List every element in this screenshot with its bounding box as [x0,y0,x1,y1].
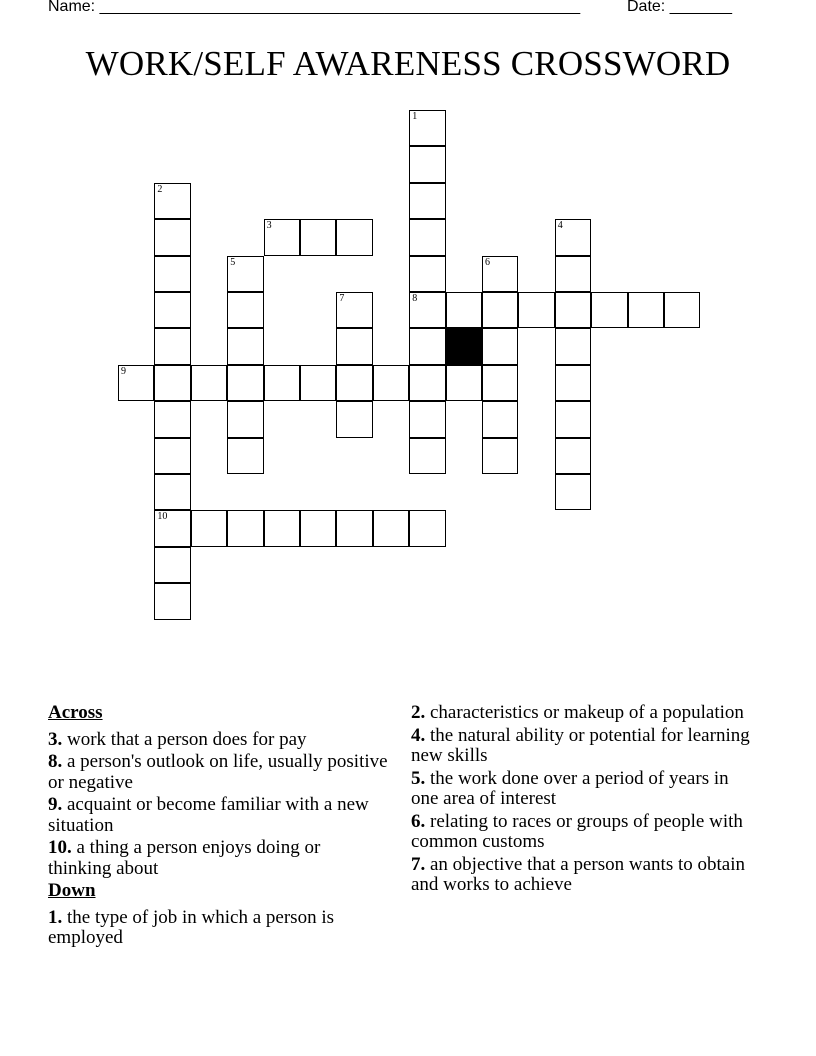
crossword-cell[interactable] [154,183,190,219]
clue-text: a person's outlook on life, usually positive or negative [48,751,388,793]
crossword-cell[interactable] [409,256,445,292]
clue-text: an objective that a person wants to obtain and works to achieve [411,853,745,895]
across-heading: Across [48,702,103,723]
clue-number: 5. [411,767,426,789]
crossword-cell[interactable] [482,365,518,401]
clue-text: the type of job in which a person is employed [48,906,335,948]
crossword-cell[interactable] [154,401,190,437]
crossword-cell[interactable] [409,365,445,401]
clue-number: 10. [48,837,72,858]
down-heading: Down [48,880,96,901]
crossword-cell[interactable] [264,365,300,401]
crossword-cell[interactable] [300,510,336,546]
across-clue-9 [48,795,388,836]
crossword-cell[interactable] [336,510,372,546]
crossword-cell[interactable] [409,219,445,255]
black-cell [446,328,482,364]
crossword-cell[interactable] [446,365,482,401]
crossword-cell[interactable] [336,401,372,437]
crossword-cell[interactable] [300,365,336,401]
crossword-cell[interactable] [628,292,664,328]
clues-left-column [48,703,388,951]
crossword-cell[interactable] [336,219,372,255]
crossword-cell[interactable] [409,110,445,146]
crossword-cell[interactable] [154,510,190,546]
crossword-cell[interactable] [154,547,190,583]
crossword-cell[interactable] [409,438,445,474]
clue-number: 3. [48,728,63,750]
down-clue-5 [411,769,756,810]
crossword-cell[interactable] [227,510,263,546]
crossword-cell[interactable] [227,401,263,437]
crossword-cell[interactable] [336,328,372,364]
clue-number-label: 2 [157,183,163,195]
crossword-cell[interactable] [264,510,300,546]
crossword-cell[interactable] [264,219,300,255]
crossword-cell[interactable] [555,328,591,364]
clue-number-label: 5 [230,256,236,268]
clue-text: relating to races or groups of people with common customs [411,810,743,852]
clue-number-label: 7 [339,293,345,304]
clue-number-label: 4 [557,220,563,232]
crossword-cell[interactable] [409,510,445,546]
clue-number: 9. [48,794,63,815]
crossword-cell[interactable] [409,401,445,437]
crossword-cell[interactable] [154,219,190,255]
crossword-cell[interactable] [373,365,409,401]
clue-number-label: 10 [157,511,168,523]
crossword-cell[interactable] [555,474,591,510]
crossword-cell[interactable] [555,219,591,255]
name-field-label[interactable]: Name: ______________________________________________________ [48,0,581,15]
clue-number: 1. [48,906,63,928]
crossword-cell[interactable] [482,292,518,328]
clue-text: the work done over a period of years in one area of interest [411,767,729,809]
crossword-cell[interactable] [227,438,263,474]
clue-number-label: 6 [485,256,490,268]
clue-text: a thing a person enjoys doing or thinking about [48,837,321,879]
clue-text: acquaint or become familiar with a new situation [48,794,369,836]
clues-right-column [411,703,756,898]
crossword-cell[interactable] [154,292,190,328]
crossword-cell[interactable] [118,365,154,401]
page-title: WORK/SELF AWARENESS CROSSWORD [85,44,731,83]
down-clue-1 [48,908,388,949]
crossword-cell[interactable] [555,401,591,437]
clue-text: work that a person does for pay [67,728,307,750]
crossword-cell[interactable] [154,438,190,474]
crossword-cell[interactable] [154,328,190,364]
clue-number-label: 3 [266,220,272,232]
clue-text: characteristics or makeup of a population [430,702,744,723]
crossword-cell[interactable] [300,219,336,255]
crossword-cell[interactable] [482,438,518,474]
clue-number: 8. [48,751,63,772]
crossword-cell[interactable] [664,292,700,328]
crossword-cell[interactable] [227,256,263,292]
across-clue-10 [48,838,388,879]
down-clue-2 [411,703,756,724]
clue-number-label: 1 [412,111,418,122]
crossword-cell[interactable] [409,183,445,219]
crossword-cell[interactable] [518,292,554,328]
crossword-cell[interactable] [555,292,591,328]
crossword-cell[interactable] [373,510,409,546]
crossword-cell[interactable] [591,292,627,328]
crossword-cell[interactable] [446,292,482,328]
crossword-cell[interactable] [409,328,445,364]
clue-number: 2. [411,702,426,723]
crossword-cell[interactable] [227,328,263,364]
crossword-cell[interactable] [482,256,518,292]
down-clue-4 [411,726,756,767]
crossword-cell[interactable] [555,365,591,401]
crossword-cell[interactable] [555,438,591,474]
crossword-cell[interactable] [336,365,372,401]
clue-text: the natural ability or potential for learning new skills [411,724,750,766]
down-clue-6 [411,812,756,853]
crossword-cell[interactable] [191,365,227,401]
across-clue-8 [48,752,388,793]
crossword-cell[interactable] [336,292,372,328]
crossword-cell[interactable] [482,401,518,437]
crossword-cell[interactable] [555,256,591,292]
down-clue-7 [411,855,756,896]
across-clue-3 [48,730,388,751]
clue-number: 4. [411,724,426,746]
crossword-cell[interactable] [154,474,190,510]
crossword-cell[interactable] [191,510,227,546]
crossword-cell[interactable] [409,146,445,182]
crossword-cell[interactable] [227,292,263,328]
crossword-cell[interactable] [154,583,190,619]
date-field-label[interactable]: Date: _______ [627,0,732,15]
clue-number: 6. [411,810,426,832]
crossword-cell[interactable] [409,292,445,328]
crossword-cell[interactable] [227,365,263,401]
crossword-cell[interactable] [154,256,190,292]
crossword-cell[interactable] [482,328,518,364]
clue-number-label: 8 [412,293,418,304]
clue-number: 7. [411,853,426,875]
clue-number-label: 9 [121,365,126,377]
crossword-cell[interactable] [154,365,190,401]
